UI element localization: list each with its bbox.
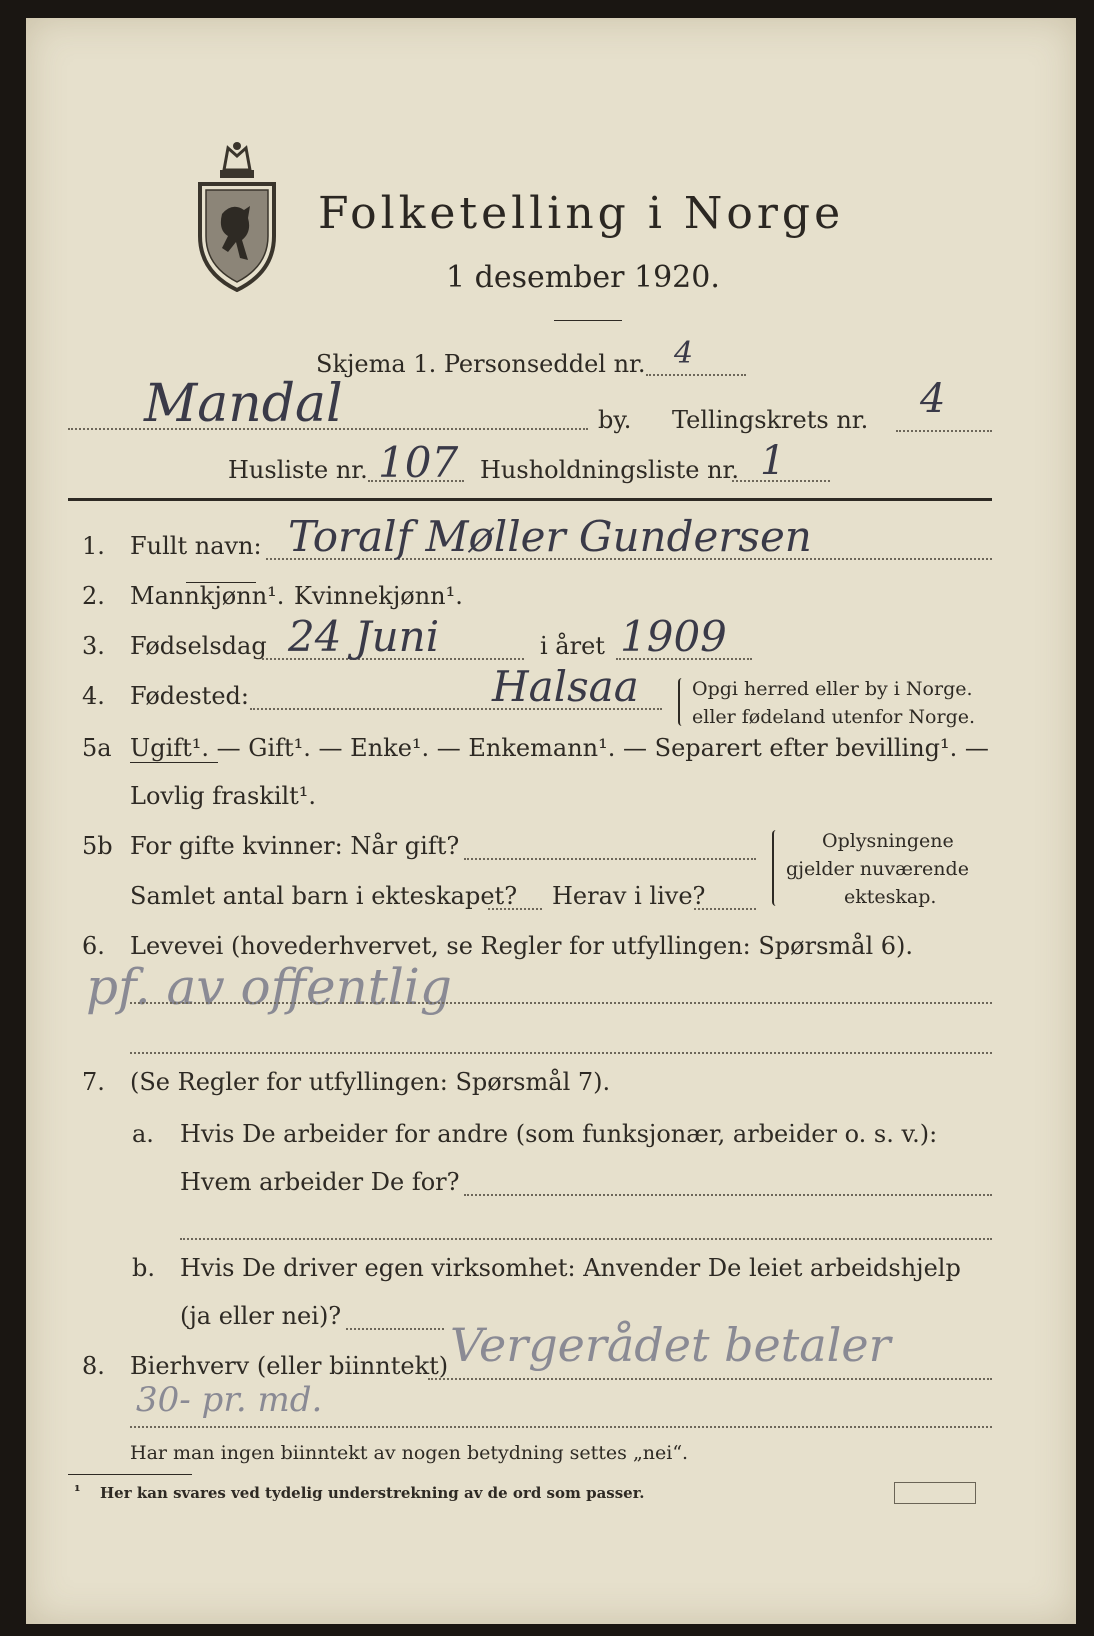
q7b-line-2: (ja eller nei)? [180, 1302, 342, 1330]
q8-value-2: 30- pr. md. [136, 1380, 323, 1420]
q5a-number: 5a [82, 734, 112, 762]
q5b-line-3 [694, 908, 756, 910]
q4-brace [678, 678, 686, 726]
q7a-line-1: Hvis De arbeider for andre (som funksjonær, arbeider o. s. v.): [180, 1120, 938, 1148]
q7-label: (Se Regler for utfyllingen: Spørsmål 7). [130, 1068, 611, 1096]
q1-value: Toralf Møller Gundersen [288, 512, 812, 561]
q8-number: 8. [82, 1352, 105, 1380]
q2-underline-mark [186, 582, 256, 583]
q5a-options-2: Lovlig fraskilt¹. [130, 782, 317, 810]
q1-label: Fullt navn: [130, 532, 262, 560]
q3-number: 3. [82, 632, 105, 660]
schema-label: Skjema 1. Personseddel nr. [316, 350, 646, 378]
q8-label: Bierhverv (eller biinntekt) [130, 1352, 449, 1380]
census-form-sheet [26, 18, 1076, 1624]
city-value: Mandal [144, 374, 343, 434]
form-title: Folketelling i Norge [318, 188, 845, 239]
q8-line-1 [428, 1378, 992, 1380]
krets-line [896, 430, 992, 432]
q2-number: 2. [82, 582, 105, 610]
q8-note: Har man ingen biinntekt av nogen betydning settes „nei“. [130, 1442, 689, 1464]
q7a-letter: a. [132, 1120, 154, 1148]
printer-stamp [894, 1482, 976, 1504]
q5b-line-1 [464, 858, 756, 860]
q5b-label-2: Samlet antal barn i ekteskapet? [130, 882, 518, 910]
personseddel-nr-value: 4 [674, 336, 694, 371]
q7-number: 7. [82, 1068, 105, 1096]
q7b-line-1: Hvis De driver egen virksomhet: Anvender De leiet arbeidshjelp [180, 1254, 961, 1282]
q3-year-label: i året [540, 632, 605, 660]
footnote-mark: ¹ [74, 1482, 81, 1500]
q7a-line-extra [180, 1238, 992, 1240]
q2-kvinne: Kvinnekjønn¹. [294, 582, 463, 610]
q4-value: Halsaa [492, 662, 639, 711]
q5a-ugift-underline [130, 762, 218, 763]
q3-label: Fødselsdag [130, 632, 267, 660]
q7b-letter: b. [132, 1254, 155, 1282]
footnote-rule [68, 1474, 192, 1475]
q6-value: pf. av offentlig [86, 958, 452, 1016]
q3-day-value: 24 Juni [288, 612, 440, 661]
krets-value: 4 [920, 376, 946, 422]
q2-mann: Mannkjønn¹. [130, 582, 285, 610]
husholdning-value: 1 [760, 438, 786, 484]
q7a-line-2: Hvem arbeider De for? [180, 1168, 460, 1196]
krets-label: Tellingskrets nr. [672, 406, 869, 434]
schema-nr-line [646, 374, 746, 376]
header-rule [68, 498, 992, 501]
q5b-label-3: Herav i live? [552, 882, 706, 910]
coat-of-arms-icon [192, 140, 282, 292]
husliste-value: 107 [378, 438, 459, 487]
q8-line-2 [130, 1426, 992, 1428]
q6-line-1 [130, 1002, 992, 1004]
census-date: 1 desember 1920. [446, 260, 720, 295]
q3-year-value: 1909 [620, 612, 727, 661]
q6-number: 6. [82, 932, 105, 960]
q7a-line [464, 1194, 992, 1196]
q5a-options: Ugift¹. — Gift¹. — Enke¹. — Enkemann¹. — Separert efter bevilling¹. — [130, 734, 989, 762]
q8-value-1: Vergerådet betaler [450, 1318, 891, 1372]
q5b-note-3: ekteskap. [844, 886, 937, 908]
husliste-label: Husliste nr. [228, 456, 368, 484]
q4-note-1: Opgi herred eller by i Norge. [692, 678, 973, 700]
q5b-number: 5b [82, 832, 113, 860]
q6-label: Levevei (hovederhvervet, se Regler for utfyllingen: Spørsmål 6). [130, 932, 914, 960]
q7b-line [346, 1328, 444, 1330]
q4-number: 4. [82, 682, 105, 710]
q4-label: Fødested: [130, 682, 249, 710]
q5b-note-2: gjelder nuværende [786, 858, 969, 880]
q6-line-2 [130, 1052, 992, 1054]
husholdning-label: Husholdningsliste nr. [480, 456, 739, 484]
q5b-label-1: For gifte kvinner: Når gift? [130, 832, 460, 860]
footnote-text: Her kan svares ved tydelig understrekning av de ord som passer. [100, 1484, 645, 1502]
title-divider [554, 320, 622, 321]
q5b-note-1: Oplysningene [822, 830, 954, 852]
q1-number: 1. [82, 532, 105, 560]
q5b-line-2 [488, 908, 542, 910]
by-label: by. [598, 406, 632, 434]
q4-note-2: eller fødeland utenfor Norge. [692, 706, 976, 728]
q5b-brace [772, 830, 780, 906]
